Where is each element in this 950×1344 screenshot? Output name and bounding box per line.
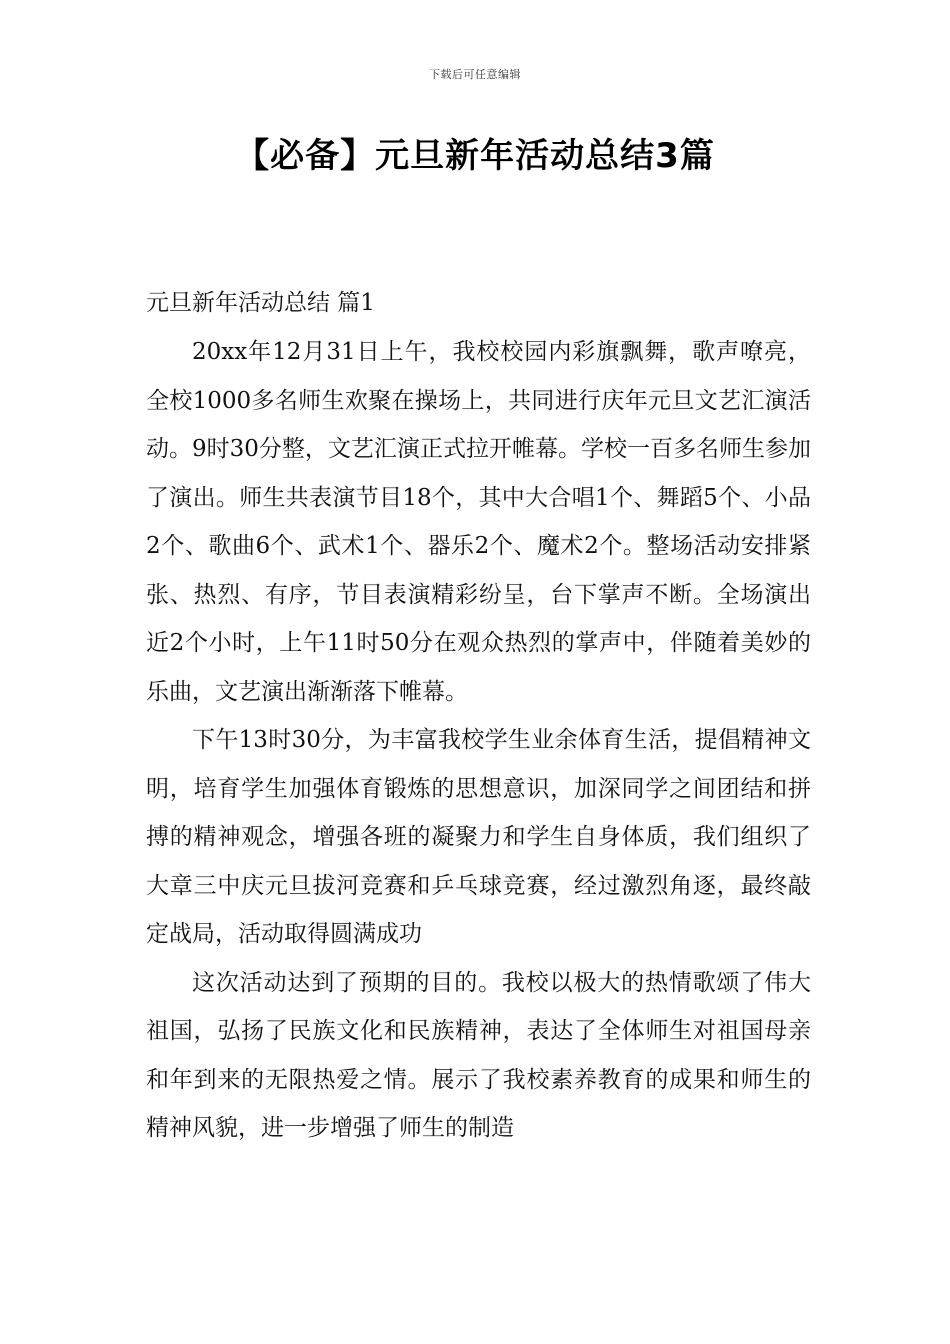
paragraph-1: 20xx年12月31日上午，我校校园内彩旗飘舞，歌声嘹亮，全校1000多名师生欢聚在操场上，共同进行庆年元旦文艺汇演活动。9时30分整，文艺汇演正式拉开帷幕。学校一百多名师生参加了演出。师生共表演节目18个，其中大合唱1个、舞蹈5个、小品2个、歌曲6个、武术1个、器乐2个、魔术2个。整场活动安排紧张、热烈、有序，节目表演精彩纷呈，台下掌声不断。全场演出近2个小时，上午11时50分在观众热烈的掌声中，伴随着美妙的乐曲，文艺演出渐渐落下帷幕。 [146, 339, 811, 705]
section-heading: 元旦新年活动总结 篇1 [146, 290, 375, 316]
paragraph-3: 这次活动达到了预期的目的。我校以极大的热情歌颂了伟大祖国，弘扬了民族文化和民族精神，表达了全体师生对祖国母亲和年到来的无限热爱之情。展示了我校素养教育的成果和师生的精神风貌，进一步增强了师生的制造 [146, 969, 811, 1141]
header-note: 下载后可任意编辑 [429, 68, 521, 81]
paragraph-2: 下午13时30分，为丰富我校学生业余体育生活，提倡精神文明，培育学生加强体育锻炼的思想意识，加深同学之间团结和拼搏的精神观念，增强各班的凝聚力和学生自身体质，我们组织了大章三中庆元旦拔河竞赛和乒乓球竞赛，经过激烈角逐，最终敲定战局，活动取得圆满成功 [146, 727, 811, 947]
document-body [146, 328, 811, 1153]
document-title: 【必备】元旦新年活动总结3篇 [235, 136, 715, 176]
